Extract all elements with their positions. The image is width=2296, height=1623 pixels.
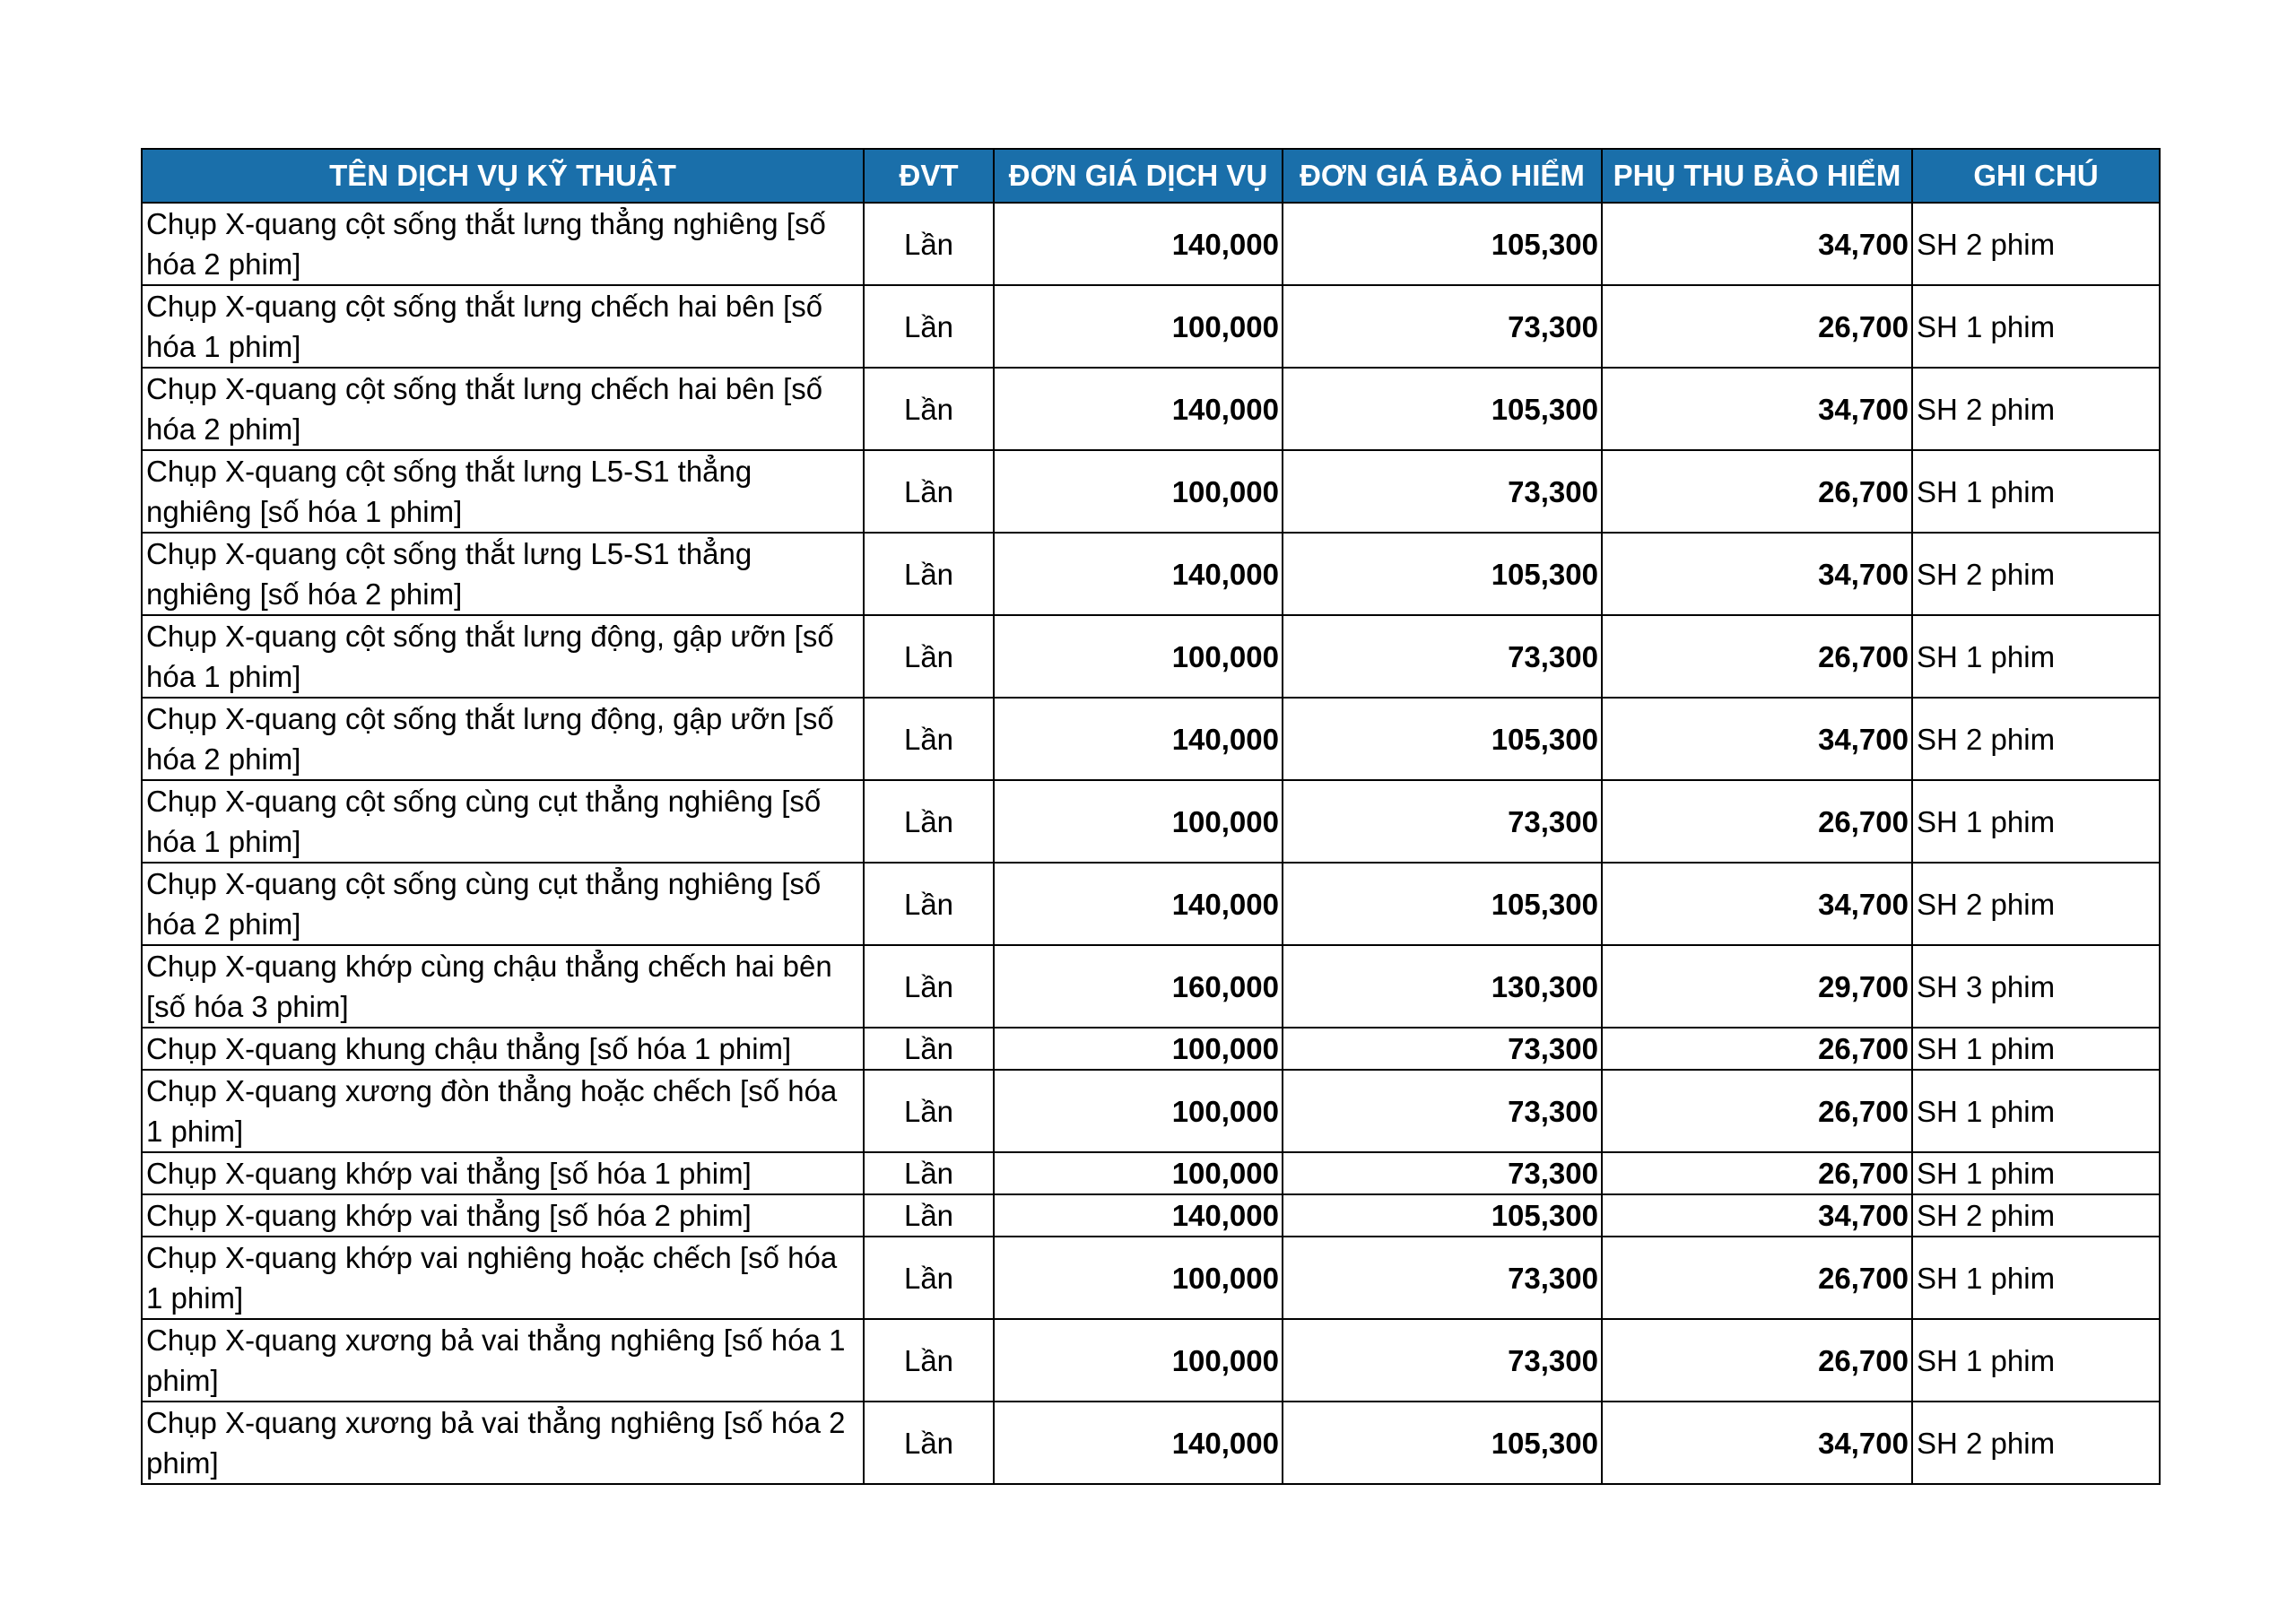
cell-service-name: Chụp X-quang khớp vai thẳng [số hóa 1 phim] [142, 1152, 864, 1194]
cell-service-price: 140,000 [994, 368, 1283, 450]
cell-service-name: Chụp X-quang xương bả vai thẳng nghiêng [số hóa 2 phim] [142, 1402, 864, 1484]
table-row [142, 285, 2160, 368]
table-row [142, 1070, 2160, 1152]
header-unit: ĐVT [864, 149, 994, 203]
cell-note: SH 1 phim [1912, 1152, 2160, 1194]
cell-insurance-surcharge: 34,700 [1602, 203, 1912, 285]
cell-insurance-price: 73,300 [1283, 450, 1602, 533]
cell-note: SH 1 phim [1912, 1028, 2160, 1070]
cell-service-price: 100,000 [994, 780, 1283, 863]
cell-service-price: 100,000 [994, 1152, 1283, 1194]
cell-service-name: Chụp X-quang cột sống cùng cụt thẳng nghiêng [số hóa 2 phim] [142, 863, 864, 945]
table-row [142, 1194, 2160, 1237]
cell-unit: Lần [864, 1237, 994, 1319]
cell-note: SH 2 phim [1912, 698, 2160, 780]
header-insurance-price: ĐƠN GIÁ BẢO HIỂM [1283, 149, 1602, 203]
table-row [142, 1402, 2160, 1484]
table-row [142, 780, 2160, 863]
cell-unit: Lần [864, 780, 994, 863]
cell-unit: Lần [864, 1194, 994, 1237]
cell-unit: Lần [864, 1402, 994, 1484]
cell-service-price: 100,000 [994, 1319, 1283, 1402]
cell-insurance-surcharge: 34,700 [1602, 533, 1912, 615]
cell-note: SH 1 phim [1912, 615, 2160, 698]
cell-insurance-surcharge: 34,700 [1602, 1402, 1912, 1484]
cell-service-name: Chụp X-quang xương đòn thẳng hoặc chếch [số hóa 1 phim] [142, 1070, 864, 1152]
header-service-price: ĐƠN GIÁ DỊCH VỤ [994, 149, 1283, 203]
cell-insurance-price: 73,300 [1283, 1237, 1602, 1319]
cell-insurance-surcharge: 26,700 [1602, 1237, 1912, 1319]
cell-unit: Lần [864, 285, 994, 368]
cell-insurance-surcharge: 26,700 [1602, 450, 1912, 533]
cell-insurance-surcharge: 26,700 [1602, 1070, 1912, 1152]
table-row [142, 368, 2160, 450]
cell-insurance-price: 105,300 [1283, 698, 1602, 780]
cell-service-name: Chụp X-quang cột sống thắt lưng động, gập ưỡn [số hóa 2 phim] [142, 698, 864, 780]
cell-insurance-surcharge: 34,700 [1602, 698, 1912, 780]
cell-insurance-surcharge: 26,700 [1602, 285, 1912, 368]
cell-insurance-price: 73,300 [1283, 780, 1602, 863]
cell-note: SH 2 phim [1912, 1194, 2160, 1237]
cell-service-price: 140,000 [994, 203, 1283, 285]
cell-service-name: Chụp X-quang cột sống cùng cụt thẳng nghiêng [số hóa 1 phim] [142, 780, 864, 863]
cell-note: SH 2 phim [1912, 368, 2160, 450]
cell-service-price: 140,000 [994, 1194, 1283, 1237]
cell-insurance-price: 73,300 [1283, 1152, 1602, 1194]
cell-note: SH 2 phim [1912, 533, 2160, 615]
cell-unit: Lần [864, 450, 994, 533]
cell-note: SH 1 phim [1912, 1237, 2160, 1319]
cell-unit: Lần [864, 203, 994, 285]
cell-service-name: Chụp X-quang cột sống thắt lưng chếch hai bên [số hóa 1 phim] [142, 285, 864, 368]
cell-insurance-surcharge: 26,700 [1602, 1152, 1912, 1194]
table-row [142, 1028, 2160, 1070]
cell-service-name: Chụp X-quang cột sống thắt lưng chếch hai bên [số hóa 2 phim] [142, 368, 864, 450]
cell-insurance-surcharge: 26,700 [1602, 615, 1912, 698]
cell-note: SH 1 phim [1912, 1070, 2160, 1152]
cell-service-price: 100,000 [994, 285, 1283, 368]
cell-insurance-price: 130,300 [1283, 945, 1602, 1028]
cell-service-price: 100,000 [994, 1070, 1283, 1152]
cell-insurance-price: 105,300 [1283, 533, 1602, 615]
header-insurance-surcharge: PHỤ THU BẢO HIỂM [1602, 149, 1912, 203]
table-header-row [142, 149, 2160, 203]
header-note: GHI CHÚ [1912, 149, 2160, 203]
cell-unit: Lần [864, 615, 994, 698]
cell-service-name: Chụp X-quang khung chậu thẳng [số hóa 1 phim] [142, 1028, 864, 1070]
table-row [142, 615, 2160, 698]
table-row [142, 450, 2160, 533]
cell-insurance-surcharge: 34,700 [1602, 863, 1912, 945]
cell-unit: Lần [864, 1319, 994, 1402]
cell-insurance-price: 73,300 [1283, 1319, 1602, 1402]
cell-insurance-price: 105,300 [1283, 368, 1602, 450]
cell-service-name: Chụp X-quang khớp vai nghiêng hoặc chếch [số hóa 1 phim] [142, 1237, 864, 1319]
cell-unit: Lần [864, 1152, 994, 1194]
cell-note: SH 1 phim [1912, 780, 2160, 863]
cell-insurance-surcharge: 34,700 [1602, 1194, 1912, 1237]
cell-service-name: Chụp X-quang khớp cùng chậu thẳng chếch hai bên [số hóa 3 phim] [142, 945, 864, 1028]
cell-note: SH 1 phim [1912, 450, 2160, 533]
cell-unit: Lần [864, 1070, 994, 1152]
cell-insurance-price: 105,300 [1283, 1402, 1602, 1484]
table-row [142, 533, 2160, 615]
cell-note: SH 1 phim [1912, 285, 2160, 368]
table-row [142, 698, 2160, 780]
table-row [142, 945, 2160, 1028]
cell-unit: Lần [864, 533, 994, 615]
table-row [142, 1152, 2160, 1194]
table-row [142, 203, 2160, 285]
cell-note: SH 1 phim [1912, 1319, 2160, 1402]
cell-insurance-price: 105,300 [1283, 863, 1602, 945]
cell-insurance-price: 73,300 [1283, 615, 1602, 698]
cell-note: SH 2 phim [1912, 203, 2160, 285]
cell-unit: Lần [864, 1028, 994, 1070]
cell-note: SH 2 phim [1912, 863, 2160, 945]
cell-insurance-price: 73,300 [1283, 1070, 1602, 1152]
cell-insurance-surcharge: 34,700 [1602, 368, 1912, 450]
cell-unit: Lần [864, 368, 994, 450]
cell-unit: Lần [864, 698, 994, 780]
cell-service-price: 160,000 [994, 945, 1283, 1028]
cell-unit: Lần [864, 945, 994, 1028]
cell-service-name: Chụp X-quang cột sống thắt lưng L5-S1 thẳng nghiêng [số hóa 2 phim] [142, 533, 864, 615]
cell-insurance-price: 73,300 [1283, 285, 1602, 368]
header-name: TÊN DỊCH VỤ KỸ THUẬT [142, 149, 864, 203]
cell-insurance-price: 73,300 [1283, 1028, 1602, 1070]
cell-insurance-surcharge: 26,700 [1602, 1028, 1912, 1070]
cell-service-price: 140,000 [994, 533, 1283, 615]
cell-service-price: 100,000 [994, 1237, 1283, 1319]
table-row [142, 1319, 2160, 1402]
cell-service-name: Chụp X-quang cột sống thắt lưng thẳng nghiêng [số hóa 2 phim] [142, 203, 864, 285]
table-row [142, 863, 2160, 945]
cell-service-name: Chụp X-quang cột sống thắt lưng L5-S1 thẳng nghiêng [số hóa 1 phim] [142, 450, 864, 533]
cell-service-name: Chụp X-quang cột sống thắt lưng động, gập ưỡn [số hóa 1 phim] [142, 615, 864, 698]
cell-service-price: 100,000 [994, 615, 1283, 698]
cell-service-price: 140,000 [994, 863, 1283, 945]
cell-insurance-surcharge: 26,700 [1602, 780, 1912, 863]
cell-insurance-surcharge: 29,700 [1602, 945, 1912, 1028]
cell-insurance-surcharge: 26,700 [1602, 1319, 1912, 1402]
cell-service-price: 100,000 [994, 450, 1283, 533]
cell-service-price: 100,000 [994, 1028, 1283, 1070]
cell-service-name: Chụp X-quang khớp vai thẳng [số hóa 2 phim] [142, 1194, 864, 1237]
cell-insurance-price: 105,300 [1283, 203, 1602, 285]
cell-insurance-price: 105,300 [1283, 1194, 1602, 1237]
cell-service-price: 140,000 [994, 698, 1283, 780]
price-table [141, 148, 2161, 1485]
cell-service-name: Chụp X-quang xương bả vai thẳng nghiêng [số hóa 1 phim] [142, 1319, 864, 1402]
cell-note: SH 2 phim [1912, 1402, 2160, 1484]
cell-unit: Lần [864, 863, 994, 945]
cell-service-price: 140,000 [994, 1402, 1283, 1484]
table-row [142, 1237, 2160, 1319]
cell-note: SH 3 phim [1912, 945, 2160, 1028]
